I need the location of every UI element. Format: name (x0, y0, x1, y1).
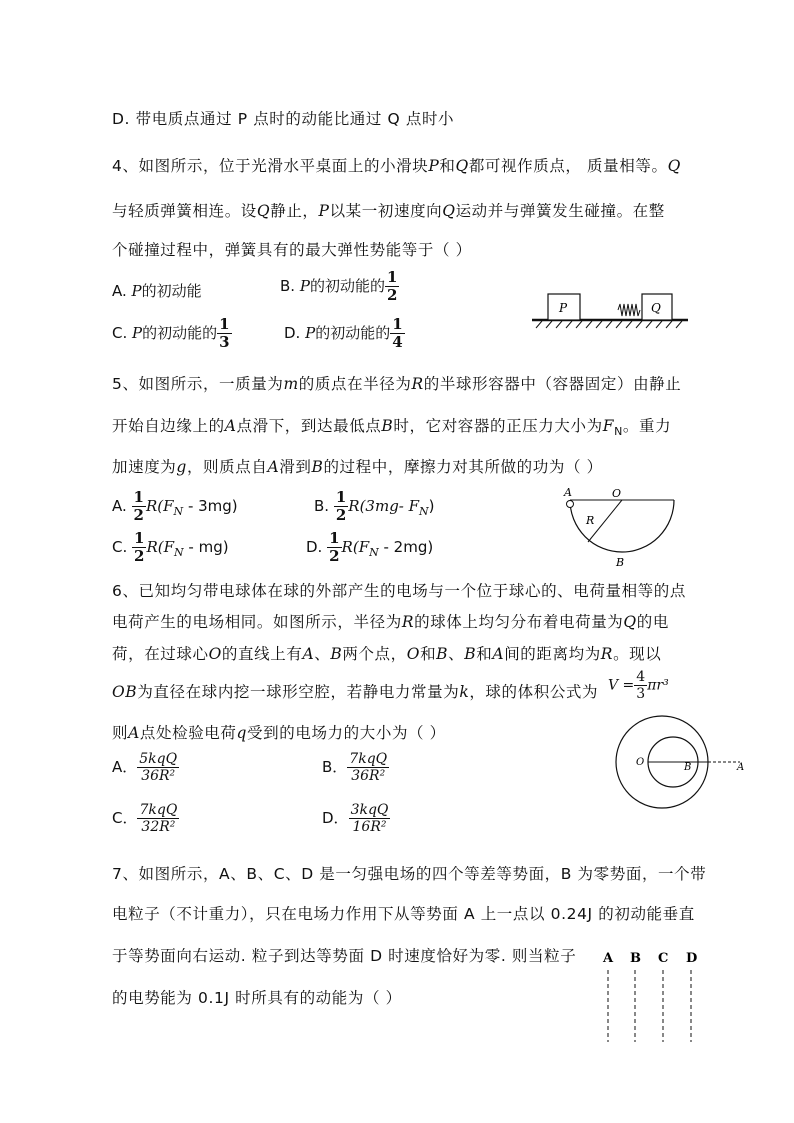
frac-num: 7kqQ (349, 751, 388, 767)
frac-num: 7kqQ (139, 802, 178, 818)
q6-text: 电荷产生的电场相同。如图所示，半径为 (112, 613, 402, 631)
label-b: B (684, 762, 692, 773)
frac-den: 32R² (141, 819, 176, 835)
q5-line-1 (112, 372, 681, 394)
q4-sym-q: Q (256, 202, 271, 220)
q6-opt-letter: A． (112, 758, 138, 776)
q6-opt-letter: B． (322, 758, 348, 776)
q5-sym-a: A (224, 417, 237, 435)
q4-opt-text: 的初动能的 (315, 324, 391, 342)
q4-opt-letter: D. (284, 324, 301, 342)
frac-den: 2 (386, 286, 398, 304)
q5-text: 5、如图所示，一质量为 (112, 375, 284, 393)
q6-frac-c (137, 803, 179, 834)
label-a: A (564, 486, 572, 499)
q4-figure (530, 286, 690, 330)
q6-sym-q-small: q (236, 724, 248, 742)
q5-sym-m: m (283, 375, 299, 393)
q4-sym-p: P (132, 324, 143, 342)
q6-text: 间的距离均为 (504, 645, 601, 663)
spring (618, 304, 640, 316)
q4-sym-p: P (428, 157, 440, 175)
frac-den: 16R² (352, 819, 387, 835)
q7-line-1: 7、如图所示，A、B、C、D 是一匀强电场的四个等差等势面，B 为零势面，一个带 (112, 865, 707, 883)
frac-num: 1 (219, 315, 230, 333)
q4-sym-p: P (299, 277, 310, 295)
q4-opt-text: 的初动能的 (142, 324, 218, 342)
q4-text: 静止， (270, 202, 319, 220)
q6-text: ，球的体积公式为 (469, 683, 599, 701)
q5-sym-g: g (176, 458, 187, 476)
q6-sym-ob: OB (112, 683, 138, 701)
vol-lhs: V = (608, 677, 635, 694)
frac-num: 1 (386, 268, 398, 286)
q6-text: 和 (476, 645, 493, 663)
q6-sym-r: R (600, 645, 614, 663)
q4-text: 运动并与弹簧发生碰撞。在整 (455, 202, 665, 220)
q5-sym-fn-sub: N (614, 425, 623, 439)
q4-text: 和 (439, 157, 456, 175)
q6-sym-o: O (208, 645, 222, 663)
q4-text: 与轻质弹簧相连。设 (112, 202, 257, 220)
q5-opt-letter: A. (112, 497, 127, 515)
q5-expr-tail: ) (428, 497, 435, 515)
q6-figure (606, 712, 752, 814)
q5-text: 时，它对容器的正压力大小为 (393, 417, 603, 435)
q4-frac-b (385, 270, 399, 303)
table-hatching (536, 321, 682, 328)
frac-num: 1 (335, 488, 347, 506)
q4-opt-letter: B. (280, 277, 296, 295)
q5-expr-tail: - 2mg) (378, 538, 434, 556)
frac-num: 1 (134, 529, 145, 547)
frac-den: 36R² (351, 768, 386, 784)
q6-opt-letter: C． (112, 809, 138, 827)
q5-text: 的半球形容器中（容器固定）由静止 (423, 375, 682, 393)
q4-option-a (112, 280, 202, 301)
q6-line-5 (112, 721, 446, 743)
q4-frac-d (390, 317, 404, 350)
q6-text: 的直线上有 (221, 645, 303, 663)
frac-den: 2 (335, 506, 347, 524)
q6-sym-o: O (406, 645, 421, 663)
q5-sub: N (174, 546, 184, 559)
q5-line-2 (112, 414, 671, 438)
q4-frac-c (217, 317, 231, 350)
q4-line-1 (112, 154, 681, 176)
q5-half (334, 490, 348, 523)
label-o: O (636, 757, 645, 768)
q6-text: 的球体上均匀分布着电荷量为 (414, 613, 624, 631)
q5-opt-letter: B. (314, 497, 330, 515)
q6-frac-a (137, 752, 179, 783)
q5-sym-r: R (411, 375, 424, 393)
q6-text: 的电 (636, 613, 669, 631)
q4-sym-q: Q (442, 202, 456, 220)
q5-half (132, 490, 146, 523)
q6-sym-b: B (464, 645, 477, 663)
q6-opt-letter: D． (322, 809, 349, 827)
frac-den: 2 (133, 506, 144, 524)
q4-sym-p: P (318, 202, 330, 220)
q7-line-2: 电粒子（不计重力），只在电场力作用下从等势面 A 上一点以 0.24J 的初动能垂直 (112, 905, 695, 923)
frac-den: 36R² (141, 768, 176, 784)
q5-opt-letter: C. (112, 538, 128, 556)
label-b: B (616, 556, 625, 568)
q5-sub: N (419, 505, 429, 518)
frac-den: 3 (219, 333, 230, 351)
label-b: B (630, 951, 641, 966)
q7-line-3: 于等势面向右运动. 粒子到达等势面 D 时速度恰好为零. 则当粒子 (112, 947, 577, 965)
q5-sym-fn: F (602, 417, 615, 435)
q6-sym-a: A (492, 645, 505, 663)
q4-text: 4、如图所示，位于光滑水平桌面上的小滑块 (112, 157, 429, 175)
q6-text: 荷，在过球心 (112, 645, 209, 663)
q5-text: 开始自边缘上的 (112, 417, 225, 435)
q5-option-c (112, 531, 229, 564)
q6-text: 两个点， (342, 645, 407, 663)
q6-option-a (112, 752, 179, 783)
q4-opt-letter: A. (112, 282, 127, 300)
q6-text: 、 (314, 645, 331, 663)
q4-sym-q: Q (455, 157, 469, 175)
q5-expr: R(3mg- F (348, 497, 420, 515)
q5-expr: R(F (145, 497, 174, 515)
frac-num: 4 (636, 669, 646, 685)
frac-den: 2 (329, 547, 340, 565)
q5-half (132, 531, 146, 564)
q5-text: 的质点在半径为 (298, 375, 412, 393)
q4-option-b (280, 270, 399, 303)
label-a: A (603, 951, 614, 966)
q5-expr: R(F (341, 538, 370, 556)
q5-text: 点滑下，到达最低点 (236, 417, 382, 435)
frac-num: 1 (329, 529, 340, 547)
q6-sym-b: B (330, 645, 343, 663)
q4-sym-q: Q (667, 157, 681, 175)
q5-line-3 (112, 455, 603, 477)
q5-sub: N (369, 546, 379, 559)
q5-text: 滑到 (279, 458, 312, 476)
q5-sym-b: B (311, 458, 324, 476)
q4-sym-p: P (131, 282, 142, 300)
label-r: R (586, 514, 595, 527)
q6-line-2 (112, 610, 669, 632)
q4-option-c (112, 317, 232, 350)
q6-line-4 (112, 680, 598, 702)
q5-expr: R(F (146, 538, 175, 556)
q4-text: 都可视作质点， 质量相等。 (468, 157, 668, 175)
q5-half (327, 531, 341, 564)
frac-num: 1 (133, 488, 144, 506)
q4-opt-text: 的初动能 (141, 282, 202, 300)
frac-den: 3 (636, 686, 646, 702)
q5-text: ，则质点自 (186, 458, 268, 476)
q5-option-d (306, 531, 433, 564)
q5-sub: N (173, 505, 184, 518)
q6-text: 点处检验电荷 (139, 724, 237, 742)
q6-option-b (322, 752, 389, 783)
q5-sym-a: A (267, 458, 280, 476)
q4-line-2 (112, 199, 665, 221)
q6-sym-k: k (459, 683, 470, 701)
q4-opt-text: 的初动能的 (309, 277, 385, 295)
q6-text: 、 (448, 645, 465, 663)
q6-text: 则 (112, 724, 129, 742)
frac-num: 5kqQ (139, 751, 178, 767)
frac-num: 1 (392, 315, 403, 333)
q6-sym-a: A (302, 645, 315, 663)
q6-frac-b (347, 752, 389, 783)
q4-opt-letter: C. (112, 324, 128, 342)
particle (567, 501, 574, 508)
label-d: D (686, 951, 698, 966)
q5-opt-letter: D. (306, 538, 323, 556)
q4-line-3: 个碰撞过程中，弹簧具有的最大弹性势能等于（ ） (112, 241, 472, 259)
q4-sym-p: P (305, 324, 316, 342)
q5-text: 加速度为 (112, 458, 177, 476)
q6-text: 和 (420, 645, 437, 663)
q6-sym-q: Q (623, 613, 637, 631)
q5-option-a (112, 490, 238, 523)
q6-text: 受到的电场力的大小为（ ） (247, 724, 446, 742)
q6-text: 。现以 (613, 645, 662, 663)
q6-text: 为直径在球内挖一球形空腔，若静电力常量为 (137, 683, 460, 701)
q6-sym-a: A (128, 724, 140, 742)
label-o: O (612, 487, 622, 500)
q7-figure (596, 946, 706, 1046)
frac-den: 2 (134, 547, 145, 565)
label-c: C (658, 951, 669, 966)
q6-line-1: 6、已知均匀带电球体在球的外部产生的电场与一个位于球心的、电荷量相等的点 (112, 582, 686, 600)
q5-option-b (314, 490, 435, 523)
q4-text: 以某一初速度向 (329, 202, 443, 220)
q6-frac-d (349, 803, 391, 834)
q5-figure (560, 486, 680, 568)
q5-expr-tail: - 3mg) (183, 497, 238, 515)
q6-line-3 (112, 642, 661, 664)
q6-option-d (322, 803, 390, 834)
vol-frac (634, 670, 647, 701)
frac-num: 3kqQ (350, 802, 389, 818)
q7-line-4: 的电势能为 0.1J 时所具有的动能为（ ） (112, 989, 402, 1007)
q5-sym-b: B (381, 417, 394, 435)
q5-text: 。重力 (622, 417, 672, 435)
q5-text: 的过程中，摩擦力对其所做的功为（ ） (323, 458, 603, 476)
q3-option-d: D. 带电质点通过 P 点时的动能比通过 Q 点时小 (112, 110, 455, 128)
q6-sym-b: B (436, 645, 449, 663)
q6-sym-r: R (401, 613, 415, 631)
frac-den: 4 (392, 333, 403, 351)
label-a: A (737, 762, 745, 773)
q6-volume-formula (608, 670, 669, 701)
vol-rhs: πr³ (647, 677, 669, 694)
q4-option-d (284, 317, 405, 350)
block-q-label: Q (651, 301, 661, 315)
block-p-label: P (559, 301, 568, 315)
q6-option-c (112, 803, 179, 834)
q5-expr-tail: - mg) (183, 538, 229, 556)
